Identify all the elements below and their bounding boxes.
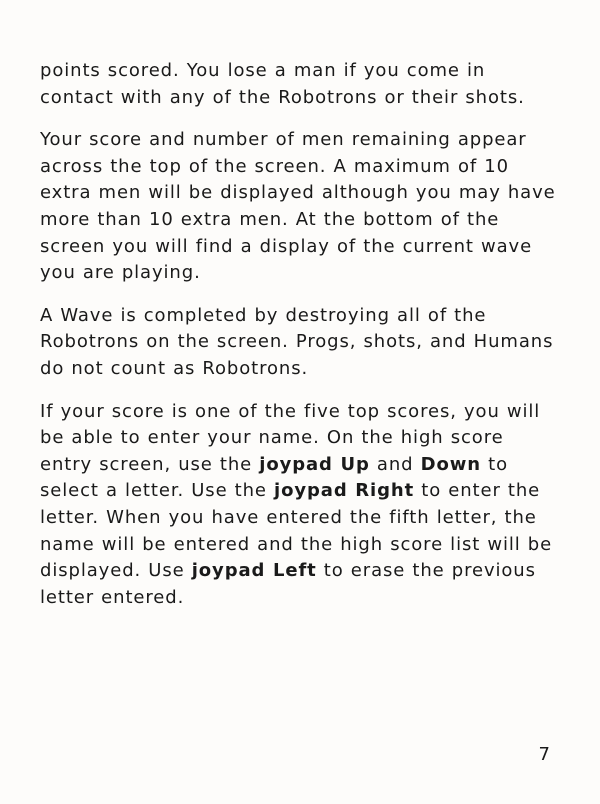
text-run: to erase the previous letter entered. [40,560,536,608]
control-term: joypad Left [191,560,317,582]
text-run: If your score is one of the five top scores, you will be able to enter your name. On the high score entry screen, use the [40,400,541,475]
text-run: and [369,453,421,475]
text-run: to enter the letter. When you have entered the fifth letter, the name will be entered and the high score list will be displayed. Use [40,480,553,582]
paragraph-1 [40,58,560,111]
text-run: points scored. You lose a man if you come in contact with any of the Robotrons or their shots. [40,60,525,108]
text-run: Your score and number of men remaining appear across the top of the screen. A maximum of 10 extra men will be displayed although you may have more than 10 extra men. At the bottom of the screen you will find a display of the current wave you are playing. [40,129,556,284]
control-term: joypad Right [274,480,415,502]
paragraph-2 [40,127,560,287]
paragraph-3 [40,303,560,383]
control-term: joypad Up [259,453,370,475]
control-term: Down [420,453,481,475]
page-number: 7 [538,744,550,765]
text-run: to select a letter. Use the [40,453,508,502]
body-text [40,58,560,627]
paragraph-4 [40,399,560,612]
text-run: A Wave is completed by destroying all of the Robotrons on the screen. Progs, shots, and Humans do not count as Robotrons. [40,304,554,379]
